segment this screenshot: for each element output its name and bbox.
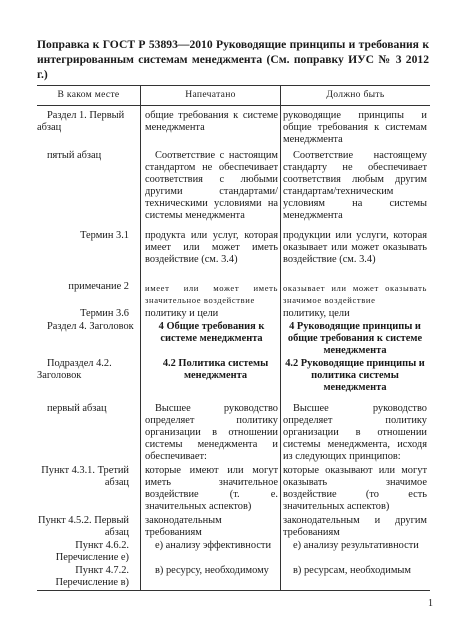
document-title: Поправка к ГОСТ Р 53893—2010 Руководящие принципы и требования к интегрированным системам менеджмента (См. поправку ИУС № 3 2012 г.)	[37, 38, 429, 81]
row-should-be: продукции или услуги, которая оказывает или может оказывать воздействие (см. 3.4)	[283, 230, 427, 266]
header-bottom-rule	[37, 105, 430, 106]
row-printed: законодательным требованиям	[145, 515, 222, 539]
row-printed: общие требования к системе менеджмента	[145, 110, 278, 134]
row-where: Пункт 4.6.2. Перечисление е)	[55, 540, 129, 564]
row-printed: продукта или услуг, которая имеет или может иметь воздействие (см. 3.4)	[145, 230, 278, 266]
row-should-be: е) анализу результативности	[293, 540, 419, 551]
row-where: Термин 3.6	[80, 308, 129, 319]
row-where: Термин 3.1	[80, 230, 129, 241]
row-printed: Соответствие с настоящим стандартом не обеспечивает соответствия с любыми другими стандартами/техническими условиями на системы менеджмента	[145, 150, 278, 222]
table-bottom-rule	[37, 590, 430, 591]
row-printed: которые имеют или могут иметь значительное воздействие (т. е. значительных аспектов)	[145, 465, 278, 513]
column-divider-2	[280, 85, 281, 590]
column-divider-1	[140, 85, 141, 590]
row-should-be: Высшее руководство определяет политику организации в отношении системы менеджмента, исходя из следующих принципов:	[283, 403, 427, 463]
row-should-be: 4.2 Руководящие принципы и политика системы менеджмента	[285, 358, 425, 394]
row-where: примечание 2	[68, 281, 129, 292]
row-printed: 4.2 Политика системы менеджмента	[162, 358, 269, 382]
row-should-be: Соответствие настоящему стандарту не обеспечивает соответствия любым другим стандартам/техническим условиям на системы менеджмента	[283, 150, 427, 222]
row-where: Пункт 4.7.2. Перечисление в)	[55, 565, 129, 589]
row-printed: е) анализу эффективности	[155, 540, 272, 551]
row-where: Подраздел 4.2. Заголовок	[37, 358, 112, 382]
row-where: Раздел 4. Заголовок	[47, 321, 134, 332]
row-printed: политику и цели	[145, 308, 219, 319]
row-should-be: руководящие принципы и общие требования к системам менеджмента	[283, 110, 427, 146]
row-should-be: законодательным и другим требованиям	[283, 515, 427, 539]
page-number: 1	[428, 598, 433, 609]
row-where: Раздел 1. Первый абзац	[37, 110, 125, 134]
header-where: В каком месте	[57, 89, 120, 100]
corrections-table	[37, 85, 430, 590]
row-where: первый абзац	[47, 403, 107, 414]
row-where: Пункт 4.3.1. Третий абзац	[41, 465, 129, 489]
row-should-be: 4 Руководящие принципы и общие требования к системе менеджмента	[287, 321, 423, 357]
row-should-be: в) ресурсам, необходимым	[293, 565, 411, 576]
table-top-rule	[37, 85, 430, 86]
row-where: Пункт 4.5.2. Первый абзац	[37, 515, 129, 539]
row-where: пятый абзац	[47, 150, 102, 161]
row-printed: имеет или может иметь значительное воздействие	[145, 283, 278, 306]
row-should-be: которые оказывают или могут оказывать значимое воздействие (то есть значительных аспектов)	[283, 465, 427, 513]
header-printed: Напечатано	[185, 89, 236, 100]
row-printed: в) ресурсу, необходимому	[155, 565, 269, 576]
row-should-be: политику, цели	[283, 308, 350, 319]
row-should-be: оказывает или может оказывать значимое воздействие	[283, 283, 427, 306]
row-printed: 4 Общие требования к системе менеджмента	[158, 321, 265, 345]
row-printed: Высшее руководство определяет политику организации в отношении системы менеджмента и обеспечивает:	[145, 403, 278, 463]
header-should-be: Должно быть	[326, 89, 385, 100]
